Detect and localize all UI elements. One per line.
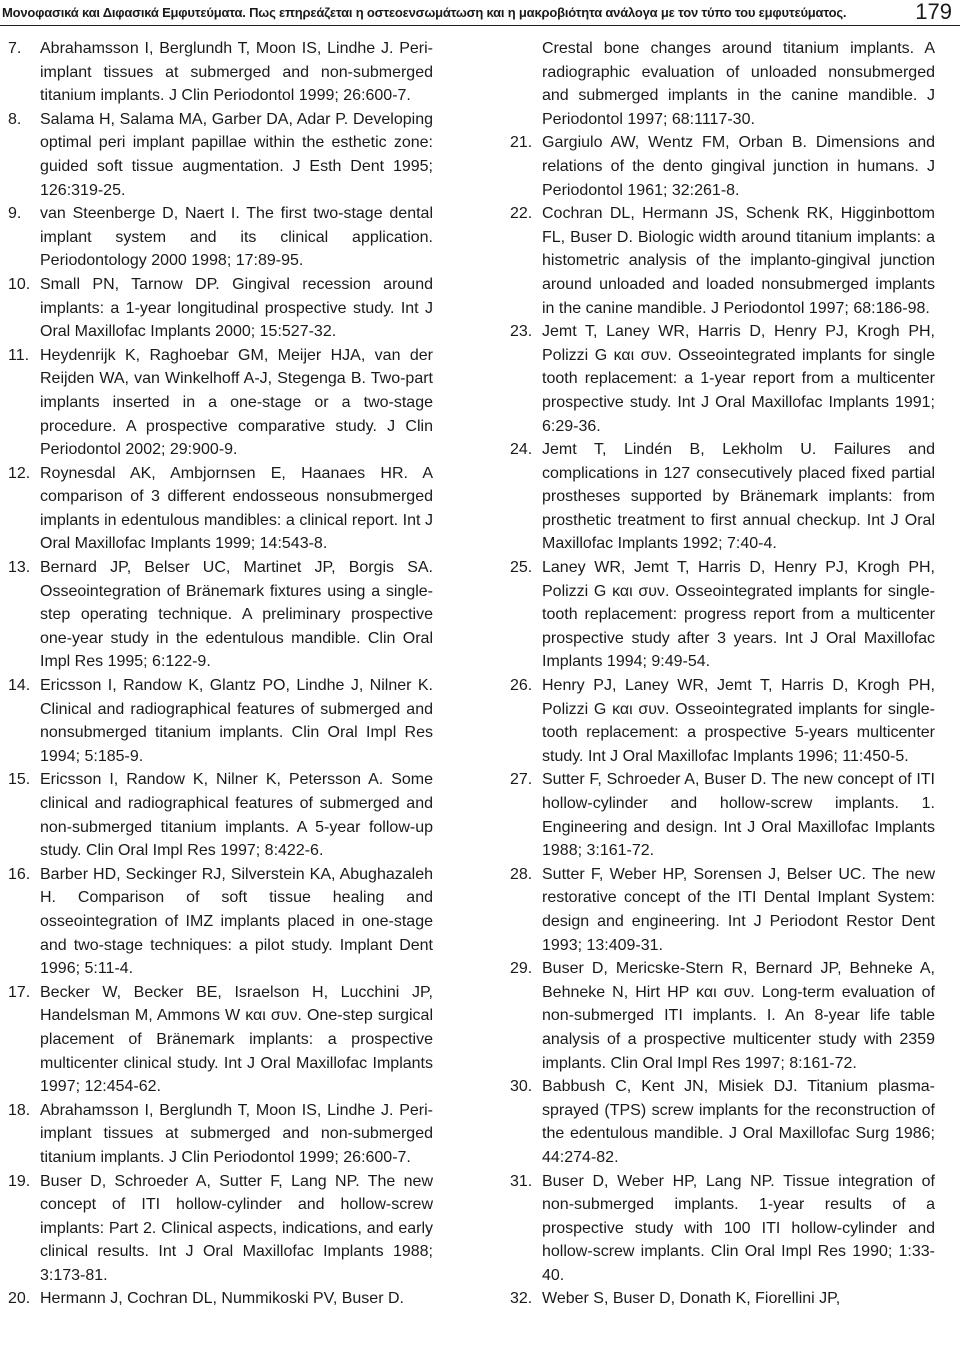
reference-item [510, 202, 935, 320]
reference-item [8, 108, 433, 202]
reference-text: Small PN, Tarnow DP. Gingival recession around implants: a 1-year longitudinal prospective study. Int J Oral Maxillofac Implants 2000; 15:527-32. [40, 275, 433, 341]
reference-number: 30. [510, 1078, 533, 1096]
reference-number: 23. [510, 323, 533, 341]
reference-text: Jemt T, Laney WR, Harris D, Henry PJ, Krogh PH, Polizzi G και συν. Osseointegrated implants for single tooth replacement: a 1-year report from a multicenter prospective study. Int J Oral Maxillofac Implants 1991; 6:29-36. [542, 323, 935, 435]
reference-text: Ericsson I, Randow K, Nilner K, Petersson A. Some clinical and radiographical features of submerged and non-submerged titanium implants. A 5-year follow-up study. Clin Oral Impl Res 1997; 8:422-6. [40, 771, 433, 860]
reference-text: Hermann J, Cochran DL, Nummikoski PV, Buser D. [40, 1290, 404, 1308]
reference-text: Barber HD, Seckinger RJ, Silverstein KA, Abughazaleh H. Comparison of soft tissue healing and osseointegration of IMZ implants placed in one-stage and two-stage techniques: a pilot study. Implant Dent 1996; 5:11-4. [40, 865, 433, 978]
reference-item [8, 981, 433, 1099]
reference-number: 19. [8, 1172, 31, 1190]
reference-number: 22. [510, 205, 533, 223]
reference-text: Buser D, Schroeder A, Sutter F, Lang NP. The new concept of ITI hollow-cylinder and hollow-screw implants: Part 2. Clinical aspects, indications, and early clinical results. Int J Oral Maxillofac Implants 1988; 3:173-81. [40, 1172, 433, 1284]
reference-number: 25. [510, 559, 533, 577]
reference-text: Henry PJ, Laney WR, Jemt T, Harris D, Krogh PH, Polizzi G και συν. Osseointegrated implants for single-tooth replacement: a prospective 5-years multicenter study. Int J Oral Maxillofac Implants 1996; 11:450-5. [542, 677, 935, 765]
reference-item [8, 1287, 433, 1311]
reference-item [510, 1075, 935, 1169]
reference-number: 28. [510, 865, 533, 883]
reference-number: 14. [8, 677, 31, 695]
reference-text: Weber S, Buser D, Donath K, Fiorellini JP, [542, 1290, 841, 1308]
reference-number: 31. [510, 1172, 533, 1190]
reference-number: 29. [510, 960, 533, 978]
reference-number: 9. [8, 205, 22, 223]
reference-text: Heydenrijk K, Raghoebar GM, Meijer HJA, van der Reijden WA, van Winkelhoff A-J, Stegenga B. Two-part implants inserted in a one-stage or a two-stage procedure. A prospective comparative study. J Clin Periodontol 2002; 29:900-9. [40, 346, 433, 459]
reference-number: 15. [8, 771, 31, 789]
reference-number: 26. [510, 677, 533, 695]
reference-text: Ericsson I, Randow K, Glantz PO, Lindhe J, Nilner K. Clinical and radiographical features of submerged and nonsubmerged titanium implants. Clin Oral Impl Res 1994; 5:185-9. [40, 677, 433, 765]
reference-item [510, 768, 935, 862]
running-title: Μονοφασικά και Διφασικά Εμφυτεύματα. Πως επηρεάζεται η οστεοενσωμάτωση και η μακροβιότητα ανάλογα με τον τύπο του εμφυτεύματος. [2, 4, 847, 20]
reference-item [510, 674, 935, 768]
reference-item [510, 556, 935, 674]
reference-number: 11. [8, 346, 30, 364]
reference-item [8, 202, 433, 273]
reference-number: 8. [8, 110, 22, 128]
left-reference-column [8, 37, 433, 1311]
reference-item [8, 462, 433, 556]
reference-item [8, 863, 433, 981]
reference-number: 21. [510, 134, 533, 152]
reference-number: 13. [8, 559, 31, 577]
reference-item [8, 273, 433, 344]
reference-text: Buser D, Weber HP, Lang NP. Tissue integration of non-submerged implants. 1-year results of a prospective study with 100 ITI hollow-cylinder and hollow-screw implants. Clin Oral Impl Res 1990; 1:33-40. [542, 1172, 935, 1284]
reference-text: Buser D, Mericske-Stern R, Bernard JP, Behneke A, Behneke N, Hirt HP και συν. Long-term evaluation of non-submerged ITI implants. I. An 8-year life table analysis of a prospective multicenter study with 2359 implants. Clin Oral Impl Res 1997; 8:161-72. [542, 960, 935, 1072]
reference-item [8, 768, 433, 862]
reference-number: 16. [8, 865, 31, 883]
reference-text: Abrahamsson I, Berglundh T, Moon IS, Lindhe J. Peri-implant tissues at submerged and non-submerged titanium implants. J Clin Periodontol 1999; 26:600-7. [40, 1101, 433, 1166]
reference-item [8, 1099, 433, 1170]
reference-text: Crestal bone changes around titanium implants. A radiographic evaluation of unloaded nonsubmerged and submerged implants in the canine mandible. J Periodontol 1997; 68:1117-30. [542, 40, 935, 128]
reference-item [8, 37, 433, 108]
reference-number: 12. [8, 464, 31, 482]
reference-item [510, 1287, 935, 1311]
reference-text: van Steenberge D, Naert I. The first two-stage dental implant system and its clinical application. Periodontology 2000 1998; 17:89-95. [40, 205, 433, 270]
reference-item [510, 957, 935, 1075]
reference-text: Roynesdal AK, Ambjornsen E, Haanaes HR. A comparison of 3 different endosseous nonsubmerged implants in edentulous mandibles: a clinical report. Int J Oral Maxillofac Implants 1999; 14:543-8. [40, 464, 433, 553]
reference-number: 7. [8, 40, 22, 57]
reference-item [8, 556, 433, 674]
reference-item [510, 438, 935, 556]
reference-text: Jemt T, Lindén B, Lekholm U. Failures and complications in 127 consecutively placed fixed partial prostheses supported by Bränemark implants: from prosthetic treatment to first annual checkup. Int J Oral Maxillofac Implants 1992; 7:40-4. [542, 441, 935, 553]
reference-item [510, 320, 935, 438]
reference-text: Sutter F, Weber HP, Sorensen J, Belser UC. The new restorative concept of the ITI Dental Implant System: design and engineering. Int J Periodont Restor Dent 1993; 13:409-31. [542, 865, 935, 954]
reference-number: 17. [8, 983, 31, 1001]
reference-text: Becker W, Becker BE, Israelson H, Lucchini JP, Handelsman M, Ammons W και συν. One-step surgical placement of Bränemark implants: a prospective multicenter clinical study. Int J Oral Maxillofac Implants 1997; 12:454-62. [40, 983, 433, 1096]
reference-number: 27. [510, 771, 533, 789]
reference-text: Laney WR, Jemt T, Harris D, Henry PJ, Krogh PH, Polizzi G και συν. Osseointegrated implants for single-tooth replacement: progress report from a multicenter prospective study after 3 years. Int J Oral Maxillofac Implants 1994; 9:49-54. [542, 559, 935, 671]
reference-text: Bernard JP, Belser UC, Martinet JP, Borgis SA. Osseointegration of Bränemark fixtures using a single-step operating technique. A preliminary prospective one-year study in the edentulous mandible. Clin Oral Impl Res 1995; 6:122-9. [40, 559, 433, 671]
reference-number: 24. [510, 441, 533, 459]
reference-text: Cochran DL, Hermann JS, Schenk RK, Higginbottom FL, Buser D. Biologic width around titanium implants: a histometric analysis of the implanto-gingival junction around unloaded and loaded nonsubmerged implants in the canine mandible. J Periodontol 1997; 68:186-98. [542, 205, 935, 317]
reference-number: 18. [8, 1101, 31, 1119]
reference-text: Abrahamsson I, Berglundh T, Moon IS, Lindhe J. Peri-implant tissues at submerged and non-submerged titanium implants. J Clin Periodontol 1999; 26:600-7. [40, 40, 433, 105]
reference-item [8, 344, 433, 462]
header-rule [0, 25, 960, 26]
reference-number: 10. [8, 275, 31, 293]
reference-text: Salama H, Salama MA, Garber DA, Adar P. Developing optimal peri implant papillae within the esthetic zone: guided soft tissue augmentation. J Esth Dent 1995; 126:319-25. [40, 110, 433, 199]
reference-item [510, 863, 935, 957]
reference-item [510, 37, 935, 131]
reference-text: Babbush C, Kent JN, Misiek DJ. Titanium plasma-sprayed (TPS) screw implants for the reconstruction of the edentulous mandible. J Oral Maxillofac Surg 1986; 44:274-82. [542, 1078, 935, 1166]
reference-number: 32. [510, 1290, 533, 1308]
reference-text: Gargiulo AW, Wentz FM, Orban B. Dimensions and relations of the dento gingival junction in humans. J Periodontol 1961; 32:261-8. [542, 134, 935, 199]
reference-item [8, 674, 433, 768]
reference-item [510, 1170, 935, 1288]
page-header [0, 0, 960, 24]
reference-number: 20. [8, 1290, 31, 1308]
page-number: 179 [915, 0, 952, 24]
right-reference-column [510, 37, 935, 1311]
reference-item [510, 131, 935, 202]
reference-item [8, 1170, 433, 1288]
reference-text: Sutter F, Schroeder A, Buser D. The new concept of ITI hollow-cylinder and hollow-screw implants. 1. Engineering and design. Int J Oral Maxillofac Implants 1988; 3:161-72. [542, 771, 935, 860]
